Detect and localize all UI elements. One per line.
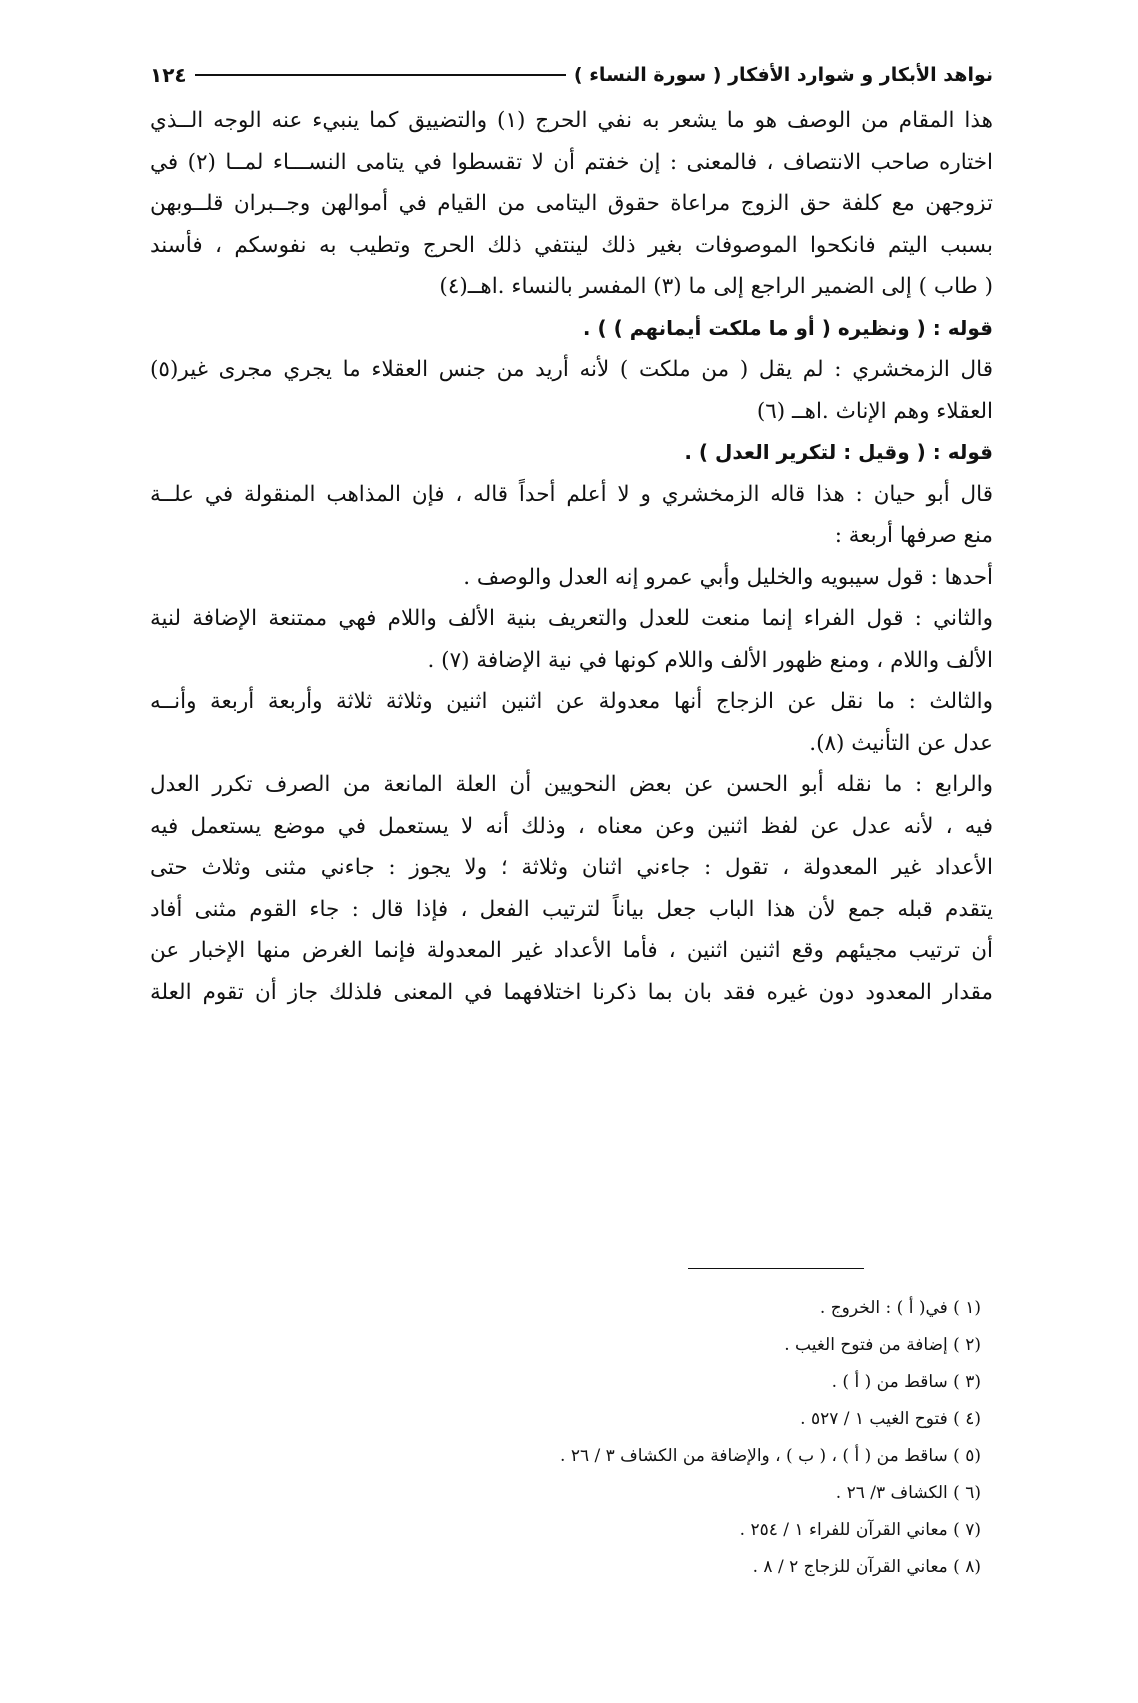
text-line: هذا المقام من الوصف هو ما يشعر به نفي الحرج (١) والتضييق كما ينبيء عنه الوجه الــذي [150,108,993,133]
text-line: والثالث : ما نقل عن الزجاج أنها معدولة عن اثنين اثنين وثلاثة ثلاثة وأربعة أربعة وأنــه [150,689,993,714]
text-line: عدل عن التأنيث (٨). [809,730,993,756]
text-line: أن ترتيب مجيئهم وقع اثنين اثنين ، فأما الأعداد غير المعدولة فإنما الغرض منها الإخبار عن [150,938,993,963]
footnote-item: (٥ ) ساقط من ( أ ) ، ( ب ) ، والإضافة من الكشاف ٣ / ٢٦ . [560,1446,981,1466]
text-line: والرابع : ما نقله أبو الحسن عن بعض النحويين أن العلة المانعة من الصرف تكرر العدل [150,772,993,797]
text-line: يتقدم قبله جمع لأن هذا الباب جعل بياناً لترتيب الفعل ، فإذا قال : جاء القوم مثنى أفاد [150,896,993,922]
text-line: اختاره صاحب الانتصاف ، فالمعنى : إن خفتم أن لا تقسطوا في يتامى النســـاء لمــا (٢) في [150,149,993,175]
footnote-item: (٦ ) الكشاف ٣/ ٢٦ . [835,1483,981,1503]
footnote-separator [688,1268,864,1269]
running-header [150,60,993,90]
text-line: أحدها : قول سيبويه والخليل وأبي عمرو إنه العدل والوصف . [463,564,993,590]
footnote-item: (٣ ) ساقط من ( أ ) . [831,1372,981,1392]
text-line: قال الزمخشري : لم يقل ( من ملكت ) لأنه أريد من جنس العقلاء ما يجري مجرى غير(٥) [150,357,993,382]
header-title: نواهد الأبكار و شوارد الأفكار ( سورة النساء ) [573,64,993,86]
footnotes [150,1290,993,1586]
text-line: ( طاب ) إلى الضمير الراجع إلى ما (٣) المفسر بالنساء .اهــ(٤) [439,274,993,299]
text-line: تزوجهن مع كلفة حق الزوج مراعاة حقوق اليتامى من القيام في أموالهن وجــبران قلــوبهن [150,191,993,216]
text-line: قال أبو حيان : هذا قاله الزمخشري و لا أعلم أحداً قاله ، فإن المذاهب المنقولة في علــة [150,481,993,507]
text-line: والثاني : قول الفراء إنما منعت للعدل والتعريف بنية الألف واللام فهي ممتنعة الإضافة لنية [150,606,993,631]
text-line: منع صرفها أربعة : [834,523,993,548]
footnote-item: (١ ) في( أ ) : الخروج . [819,1298,981,1318]
footnote-item: (٤ ) فتوح الغيب ١ / ٥٢٧ . [800,1409,981,1429]
section-heading: قوله : ( ونظيره ( أو ما ملكت أيمانهم ) ) . [582,315,993,340]
section-heading: قوله : ( وقيل : لتكرير العدل ) . [684,440,993,464]
header-rule [195,74,566,76]
text-line: العقلاء وهم الإناث .اهــ (٦) [756,398,993,424]
text-line: فيه ، لأنه عدل عن لفظ اثنين وعن معناه ، وذلك أنه لا يستعمل في موضع يستعمل فيه [150,813,993,839]
footnote-item: (٧ ) معاني القرآن للفراء ١ / ٢٥٤ . [739,1520,981,1540]
footnote-item: (٨ ) معاني القرآن للزجاج ٢ / ٨ . [752,1557,981,1577]
text-line: الألف واللام ، ومنع ظهور الألف واللام كونها في نية الإضافة (٧) . [427,647,993,673]
text-line: مقدار المعدود دون غيره فقد بان بما ذكرنا اختلافهما في المعنى فلذلك جاز أن تقوم العلة [150,979,993,1005]
main-text [150,100,993,1013]
footnote-item: (٢ ) إضافة من فتوح الغيب . [784,1335,981,1355]
text-line: بسبب اليتم فانكحوا الموصوفات بغير ذلك لينتفي ذلك الحرج وتطيب به نفوسكم ، فأسند [150,232,993,258]
text-line: الأعداد غير المعدولة ، تقول : جاءني اثنان وثلاثة ؛ ولا يجوز : جاءني مثنى وثلاث حتى [150,855,993,880]
page-number: ١٢٤ [150,63,187,87]
